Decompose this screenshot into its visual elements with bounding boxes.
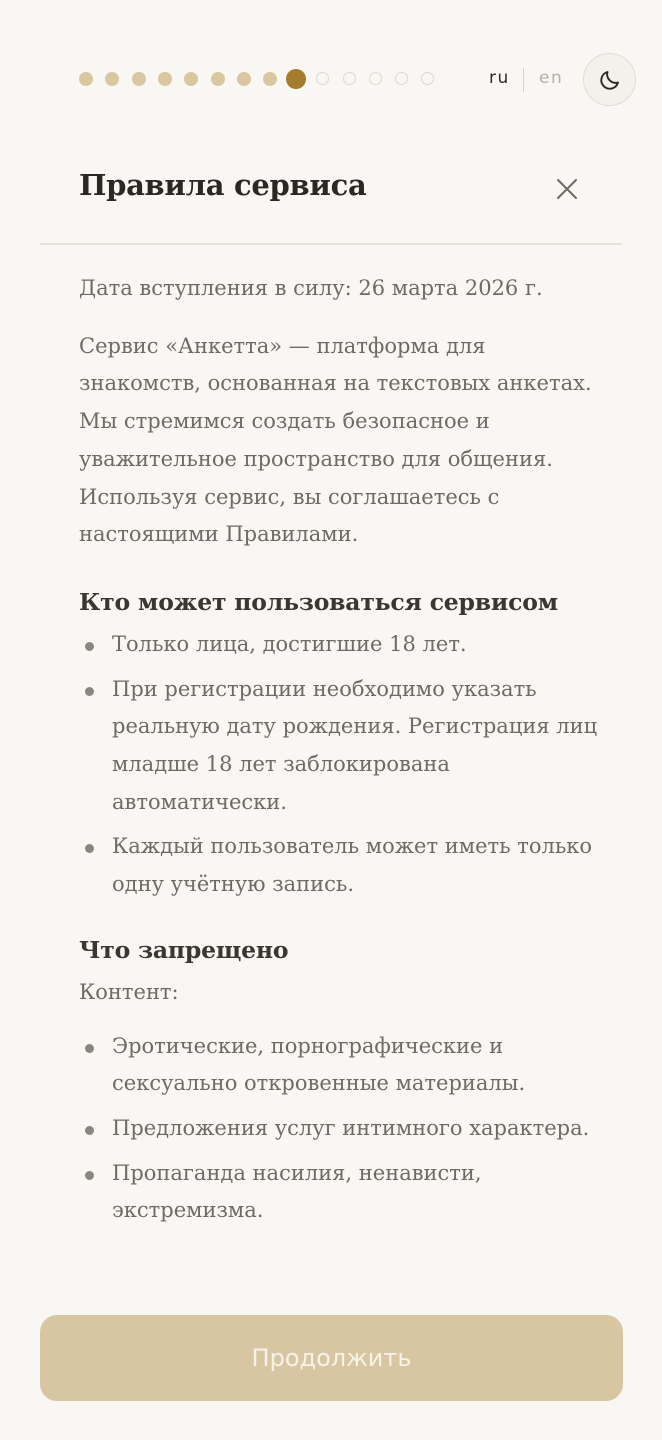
intro-paragraph: Сервис «Анкетта» — платформа для знакомств, основанная на текстовых анкетах. Мы стремимся создать безопасное и уважительное пространство для общения. Используя сервис, вы соглашаетесь с настоящими Правилами. <box>79 333 592 547</box>
top-bar <box>0 0 662 160</box>
lang-divider <box>523 68 524 92</box>
subheading-content: Контент: <box>79 979 179 1004</box>
progress-dot-done <box>263 72 277 86</box>
progress-dot-done <box>132 72 146 86</box>
lang-en-option[interactable]: en <box>539 68 564 88</box>
list-item: Только лица, достигшие 18 лет. <box>79 626 599 664</box>
list-item: Эротические, порнографические и сексуально откровенные материалы. <box>79 1028 599 1103</box>
theme-toggle-button[interactable] <box>583 53 636 106</box>
moon-icon <box>598 68 622 92</box>
progress-dot-done <box>237 72 251 86</box>
list-item: Пропаганда насилия, ненависти, экстремизма. <box>79 1155 599 1230</box>
progress-dot-done <box>184 72 198 86</box>
who-list <box>79 626 599 904</box>
progress-dot-current <box>286 69 306 89</box>
section-heading-forbidden: Что запрещено <box>79 935 289 964</box>
progress-dot-done <box>158 72 172 86</box>
section-heading-who: Кто может пользоваться сервисом <box>79 587 558 616</box>
progress-dot-todo <box>343 72 356 85</box>
progress-dot-done <box>105 72 119 86</box>
close-button[interactable] <box>550 172 584 206</box>
forbidden-list <box>79 1028 599 1231</box>
progress-dot-todo <box>316 72 329 85</box>
lang-ru-option[interactable]: ru <box>489 68 510 88</box>
list-item: Каждый пользователь может иметь только одну учётную запись. <box>79 828 599 903</box>
continue-button[interactable]: Продолжить <box>40 1315 623 1401</box>
progress-dot-todo <box>369 72 382 85</box>
progress-dot-done <box>211 72 225 86</box>
close-icon <box>556 178 578 200</box>
effective-date: Дата вступления в силу: 26 марта 2026 г. <box>79 276 543 300</box>
page-title: Правила сервиса <box>79 168 367 202</box>
header-divider <box>40 243 622 245</box>
list-item: При регистрации необходимо указать реальную дату рождения. Регистрация лиц младше 18 лет заблокирована автоматически. <box>79 671 599 822</box>
progress-dot-done <box>79 72 93 86</box>
rules-content <box>79 270 599 1237</box>
modal-header <box>0 160 662 244</box>
progress-dot-todo <box>421 72 434 85</box>
list-item: Предложения услуг интимного характера. <box>79 1110 599 1148</box>
progress-dot-todo <box>395 72 408 85</box>
